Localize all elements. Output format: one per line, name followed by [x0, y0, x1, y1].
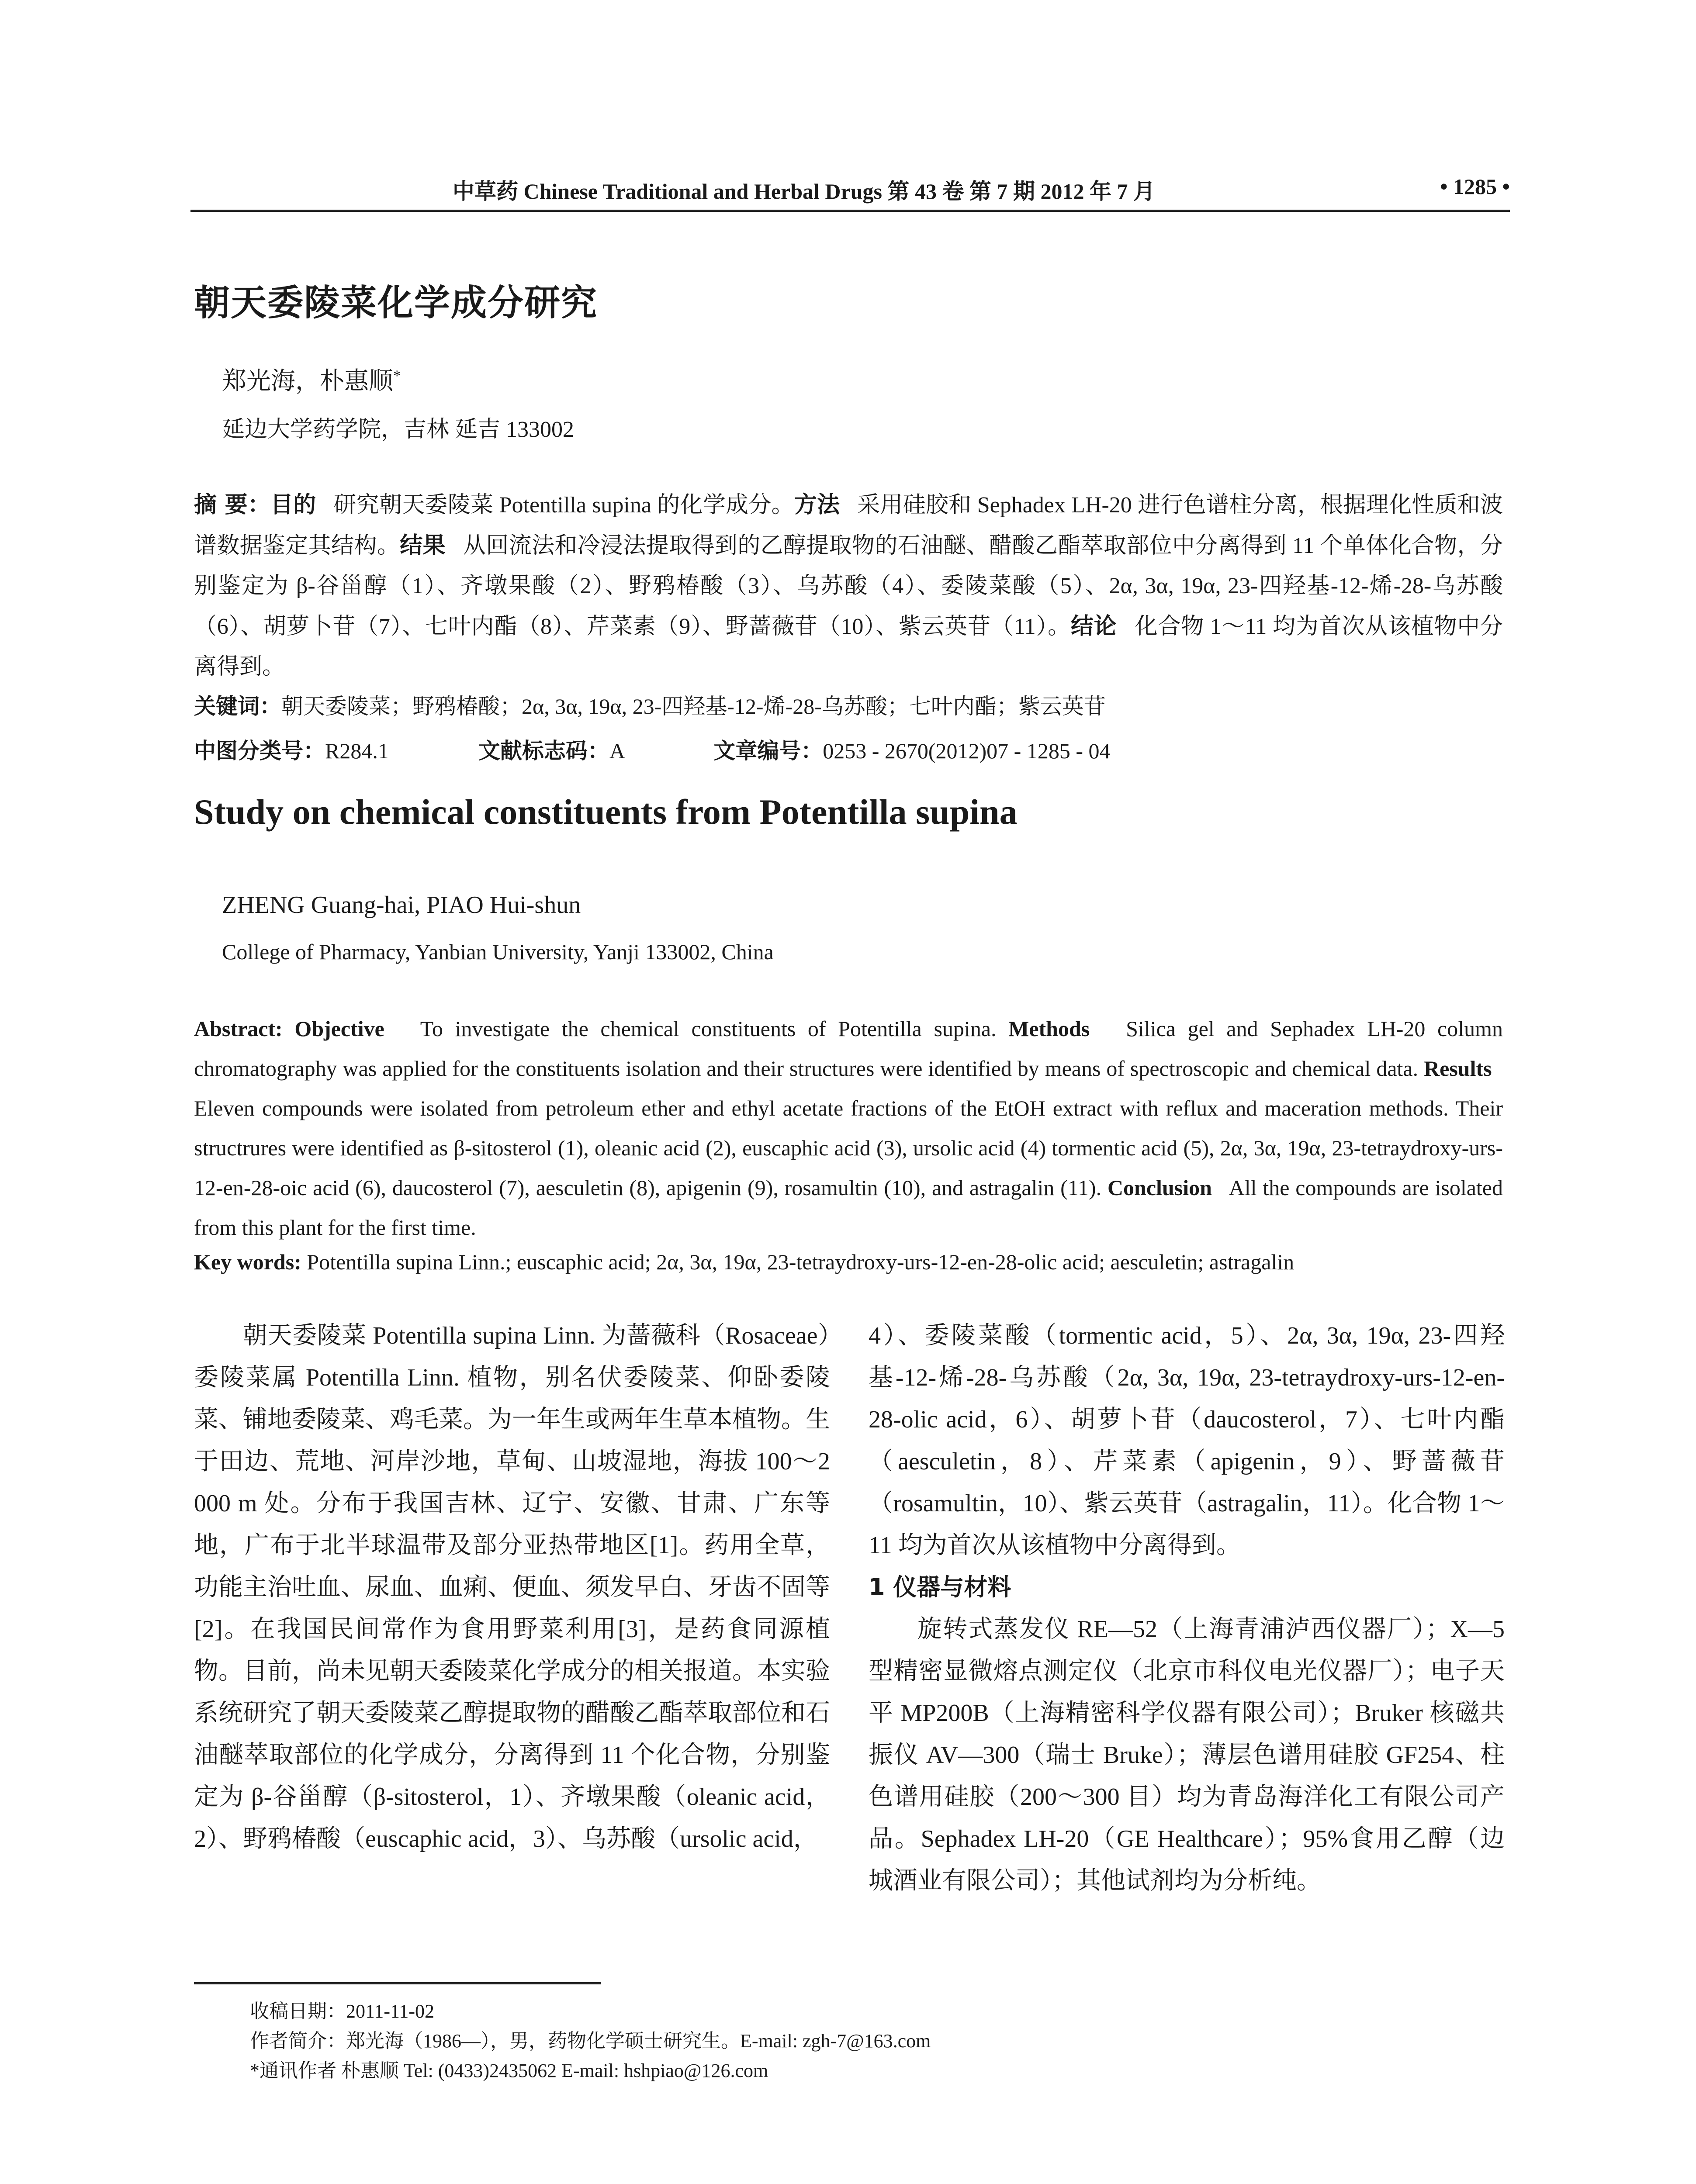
- abstract-cn-conclusion: 化合物 1～11 均为首次从该植物中分离得到。: [194, 614, 1503, 679]
- authors-en: ZHENG Guang-hai, PIAO Hui-shun: [222, 892, 581, 919]
- body-left-column: 朝天委陵菜 Potentilla supina Linn. 为蔷薇科（Rosaceae）委陵菜属 Potentilla Linn. 植物，别名伏委陵菜、仰卧委陵菜、铺地委陵菜、鸡毛菜。为一年生或两年生草本植物。生于田边、荒地、河岸沙地，草甸、山坡湿地，海拔 100～2 000 m 处。分布于我国吉林、辽宁、安徽、甘肃、广东等地，广布于北半球温带及部分亚热带地区[1]。药用全草，功能主治吐血、尿血、血痢、便血、须发早白、牙齿不固等[2]。在我国民间常作为食用野菜利用[3]，是药食同源植物。目前，尚未见朝天委陵菜化学成分的相关报道。本实验系统研究了朝天委陵菜乙醇提取物的醋酸乙酯萃取部位和石油醚萃取部位的化学成分，分离得到 11 个化合物，分别鉴定为 β-谷甾醇（β-sitosterol，1）、齐墩果酸（oleanic acid，2）、野鸦椿酸（euscaphic acid，3）、乌苏酸（ursolic acid，: [194, 1322, 830, 1852]
- abstract-cn: 摘 要：目的 研究朝天委陵菜 Potentilla supina 的化学成分。方法 采用硅胶和 Sephadex LH-20 进行色谱柱分离，根据理化性质和波谱数据鉴定其结构。结果 从回流法和冷浸法提取得到的乙醇提取物的石油醚、醋酸乙酯萃取部位中分离得到 11 个单体化合物，分别鉴定为 β-谷甾醇（1）、齐墩果酸（2）、野鸦椿酸（3）、乌苏酸（4）、委陵菜酸（5）、2α, 3α, 19α, 23-四羟基-12-烯-28-乌苏酸（6）、胡萝卜苷（7）、七叶内酯（8）、芹菜素（9）、野蔷薇苷（10）、紫云英苷（11）。结论 化合物 1～11 均为首次从该植物中分离得到。 关键词：朝天委陵菜；野鸦椿酸；2α, 3α, 19α, 23-四羟基-12-烯-28-乌苏酸；七叶内酯；紫云英苷 中图分类号：R284.1 文献标志码：A 文章编号：0253 - 2670(2012)07 - 1285 - 04: [194, 485, 1503, 765]
- abstract-cn-method: 采用硅胶和 Sephadex LH-20 进行色谱柱分离，根据理化性质和波谱数据鉴定其结构。: [194, 493, 1503, 558]
- affiliation-en: College of Pharmacy, Yanbian University, Yanji 133002, China: [222, 940, 774, 964]
- body-right-column: [869, 1315, 1505, 1902]
- abstract-cn-objective: 研究朝天委陵菜 Potentilla supina 的化学成分。: [333, 493, 794, 518]
- abstract-cn-label: 摘 要：: [194, 492, 271, 518]
- page-number: • 1285 •: [1440, 174, 1510, 199]
- body-right-paragraph-1: 4）、委陵菜酸（tormentic acid，5）、2α, 3α, 19α, 23-四羟基-12-烯-28-乌苏酸（2α, 3α, 19α, 23-tetraydroxy-urs-12-en-28-olic acid，6）、胡萝卜苷（daucosterol，7）、七叶内酯（aesculetin，8）、芹菜素（apigenin，9）、野蔷薇苷（rosamultin，10）、紫云英苷（astragalin，11）。化合物 1～11 均为首次从该植物中分离得到。: [869, 1322, 1505, 1559]
- footnote-corresponding: *通讯作者 朴惠顺 Tel: (0433)2435062 E-mail: hshpiao@126.com: [250, 2060, 768, 2081]
- authors-cn: 郑光海，朴惠顺*: [222, 367, 401, 395]
- journal-header: 中草药 Chinese Traditional and Herbal Drugs 第 43 卷 第 7 期 2012 年 7 月: [453, 179, 1155, 204]
- abstract-en-method: Silica gel and Sephadex LH-20 column chromatography was applied for the constituents isolation and their structures were identified by means of spectroscopic and chemical data.: [194, 1016, 1503, 1081]
- keywords-cn: 关键词：朝天委陵菜；野鸦椿酸；2α, 3α, 19α, 23-四羟基-12-烯-28-乌苏酸；七叶内酯；紫云英苷: [194, 694, 1106, 719]
- footnote-rule: [194, 1982, 601, 1984]
- keywords-en: Key words: Potentilla supina Linn.; euscaphic acid; 2α, 3α, 19α, 23-tetraydroxy-urs-12-en-28-olic acid; aesculetin; astragalin: [194, 1250, 1294, 1274]
- abstract-en-result: Eleven compounds were isolated from petroleum ether and ethyl acetate fractions of the EtOH extract with reflux and maceration methods. Their structrures were identified as β-sitosterol (1), oleanic acid (2), euscaphic acid (3), ursolic acid (4) tormentic acid (5), 2α, 3α, 19α, 23-tetraydroxy-urs-12-en-28-oic acid (6), daucosterol (7), aesculetin (8), apigenin (9), rosamultin (10), and astragalin (11).: [194, 1096, 1503, 1200]
- running-header: [190, 174, 1510, 204]
- abstract-en-conclusion: All the compounds are isolated from this plant for the first time.: [194, 1175, 1503, 1240]
- footnote-author-bio: 作者简介：郑光海（1986—），男，药物化学硕士研究生。E-mail: zgh-7@163.com: [250, 2030, 931, 2052]
- abstract-en-objective: To investigate the chemical constituents of Potentilla supina.: [420, 1016, 997, 1041]
- section-heading-1: 1 仪器与材料: [869, 1573, 1011, 1601]
- footnote-received: 收稿日期：2011-11-02: [250, 2001, 435, 2022]
- affiliation-cn: 延边大学药学院，吉林 延吉 133002: [222, 417, 575, 442]
- abstract-cn-result: 从回流法和冷浸法提取得到的乙醇提取物的石油醚、醋酸乙酯萃取部位中分离得到 11 个单体化合物，分别鉴定为 β-谷甾醇（1）、齐墩果酸（2）、野鸦椿酸（3）、乌苏酸（4）、委陵菜酸（5）、2α, 3α, 19α, 23-四羟基-12-烯-28-乌苏酸（6）、胡萝卜苷（7）、七叶内酯（8）、芹菜素（9）、野蔷薇苷（10）、紫云英苷（11）。: [194, 533, 1503, 639]
- body-right-paragraph-2: 旋转式蒸发仪 RE—52（上海青浦泸西仪器厂）；X—5 型精密显微熔点测定仪（北京市科仪电光仪器厂）；电子天平 MP200B（上海精密科学仪器有限公司）；Bruker 核磁共振仪 AV—300（瑞士 Bruke）；薄层色谱用硅胶 GF254、柱色谱用硅胶（200～300 目）均为青岛海洋化工有限公司产品。Sephadex LH-20（GE Healthcare）；95%食用乙醇（边城酒业有限公司）；其他试剂均为分析纯。: [869, 1616, 1505, 1894]
- classification-line: 中图分类号：R284.1 文献标志码：A 文章编号：0253 - 2670(2012)07 - 1285 - 04: [194, 738, 1111, 764]
- header-rule: [190, 210, 1510, 212]
- abstract-en: Abstract: Objective To investigate the chemical constituents of Potentilla supina. Methods Silica gel and Sephadex LH-20 column chromatography was applied for the constituents isolation and their structures were identified by means of spectroscopic and chemical data. Results Eleven compounds were isolated from petroleum ether and ethyl acetate fractions of the EtOH extract with reflux and maceration methods. Their structrures were identified as β-sitosterol (1), oleanic acid (2), euscaphic acid (3), ursolic acid (4) tormentic acid (5), 2α, 3α, 19α, 23-tetraydroxy-urs-12-en-28-oic acid (6), daucosterol (7), aesculetin (8), apigenin (9), rosamultin (10), and astragalin (11). Conclusion All the compounds are isolated from this plant for the first time.: [194, 1016, 1503, 1240]
- title-en: Study on chemical constituents from Potentilla supina: [194, 792, 1018, 832]
- title-cn: 朝天委陵菜化学成分研究: [194, 282, 598, 324]
